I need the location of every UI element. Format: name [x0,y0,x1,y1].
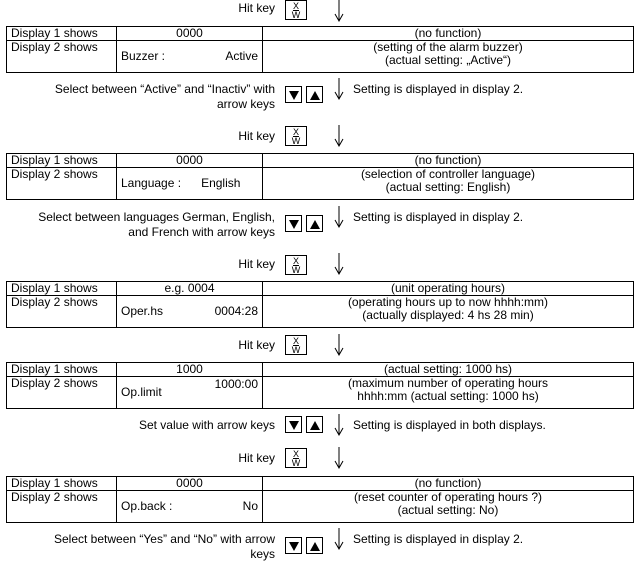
display2-label: Display 2 shows [7,491,117,523]
display2-value: No [242,499,258,513]
display2-name: Oper.hs [121,304,164,318]
display-table-language [6,153,634,200]
display2-desc-line1: (setting of the alarm buzzer) [373,40,523,54]
arrow-up-key-icon [306,416,323,433]
display1-desc: (no function) [263,154,634,168]
result-text: Setting is displayed in display 2. [353,210,524,224]
display-table-operating-back [6,476,634,523]
xw-key-icon: X W [285,126,307,146]
display1-desc: (no function) [263,27,634,41]
display2-name: Language : [121,176,182,190]
display2-desc-line1: (reset counter of operating hours ?) [353,490,543,504]
display2-desc-line2: (actual setting: English) [385,180,511,194]
display2-name: Op.back : [121,499,173,513]
hit-key-label: Hit key [238,1,275,15]
arrow-down-key-icon [285,86,302,103]
down-arrow-icon [334,78,344,100]
hit-key-label: Hit key [238,129,275,143]
display1-value: 0000 [117,154,263,168]
display2-desc-line1: (selection of controller language) [360,167,536,181]
display2-label: Display 2 shows [7,377,117,409]
down-arrow-icon [334,206,344,228]
display1-label: Display 1 shows [7,154,117,168]
display2-desc-line2: (actual setting: No) [397,503,499,517]
arrow-down-key-icon [285,416,302,433]
down-arrow-icon [334,414,344,436]
down-arrow-icon [334,253,344,275]
instruction-text: Set value with arrow keys [138,418,275,432]
display2-value: 1000:00 [214,377,258,391]
display1-desc: (actual setting: 1000 hs) [263,363,634,377]
display1-desc: (no function) [263,477,634,491]
display1-label: Display 1 shows [7,282,117,296]
arrow-up-key-icon [306,215,323,232]
display1-value: e.g. 0004 [117,282,263,296]
display1-value: 0000 [117,27,263,41]
arrow-down-key-icon [285,215,302,232]
display2-value: English [201,176,241,190]
hit-key-label: Hit key [238,257,275,271]
result-text: Setting is displayed in both displays. [353,418,546,432]
display2-value: Active [225,49,258,63]
display1-label: Display 1 shows [7,477,117,491]
down-arrow-icon [334,125,344,147]
display2-desc-line1: (maximum number of operating hours [347,376,549,390]
result-text: Setting is displayed in display 2. [353,532,524,546]
display1-desc: (unit operating hours) [263,282,634,296]
display-table-operating-hours [6,281,634,328]
arrow-up-key-icon [306,537,323,554]
display-table-operating-limit [6,362,634,409]
display2-label: Display 2 shows [7,296,117,328]
display1-label: Display 1 shows [7,363,117,377]
arrow-down-key-icon [285,537,302,554]
xw-key-icon: X W [285,255,307,275]
display2-desc-line2: hhhh:mm (actual setting: 1000 hs) [357,389,539,403]
down-arrow-icon [334,0,344,22]
display1-label: Display 1 shows [7,27,117,41]
display1-value: 0000 [117,477,263,491]
display2-desc-line1: (operating hours up to now hhhh:mm) [347,295,549,309]
display-table-buzzer [6,26,634,73]
display2-label: Display 2 shows [7,168,117,200]
instruction-text: Select between “Yes” and “No” with arrow keys [54,532,275,561]
down-arrow-icon [334,528,344,550]
instruction-text: Select between “Active” and “Inactiv” with arrow keys [54,82,275,111]
display2-value: 0004:28 [214,304,258,318]
hit-key-label: Hit key [238,338,275,352]
display2-desc-line2: (actual setting: „Active“) [384,53,512,67]
xw-key-icon: X W [285,335,307,355]
instruction-text: Select between languages German, English, and French with arrow keys [38,210,275,239]
result-text: Setting is displayed in display 2. [353,82,524,96]
arrow-up-key-icon [306,86,323,103]
xw-key-icon: X W [285,448,307,468]
display2-name: Buzzer : [121,49,166,63]
display2-name: Op.limit [121,385,162,399]
display2-desc-line2: (actually displayed: 4 hs 28 min) [362,308,534,322]
display2-label: Display 2 shows [7,41,117,73]
down-arrow-icon [334,334,344,356]
down-arrow-icon [334,447,344,469]
display1-value: 1000 [117,363,263,377]
hit-key-label: Hit key [238,451,275,465]
xw-key-icon: X W [285,0,307,20]
